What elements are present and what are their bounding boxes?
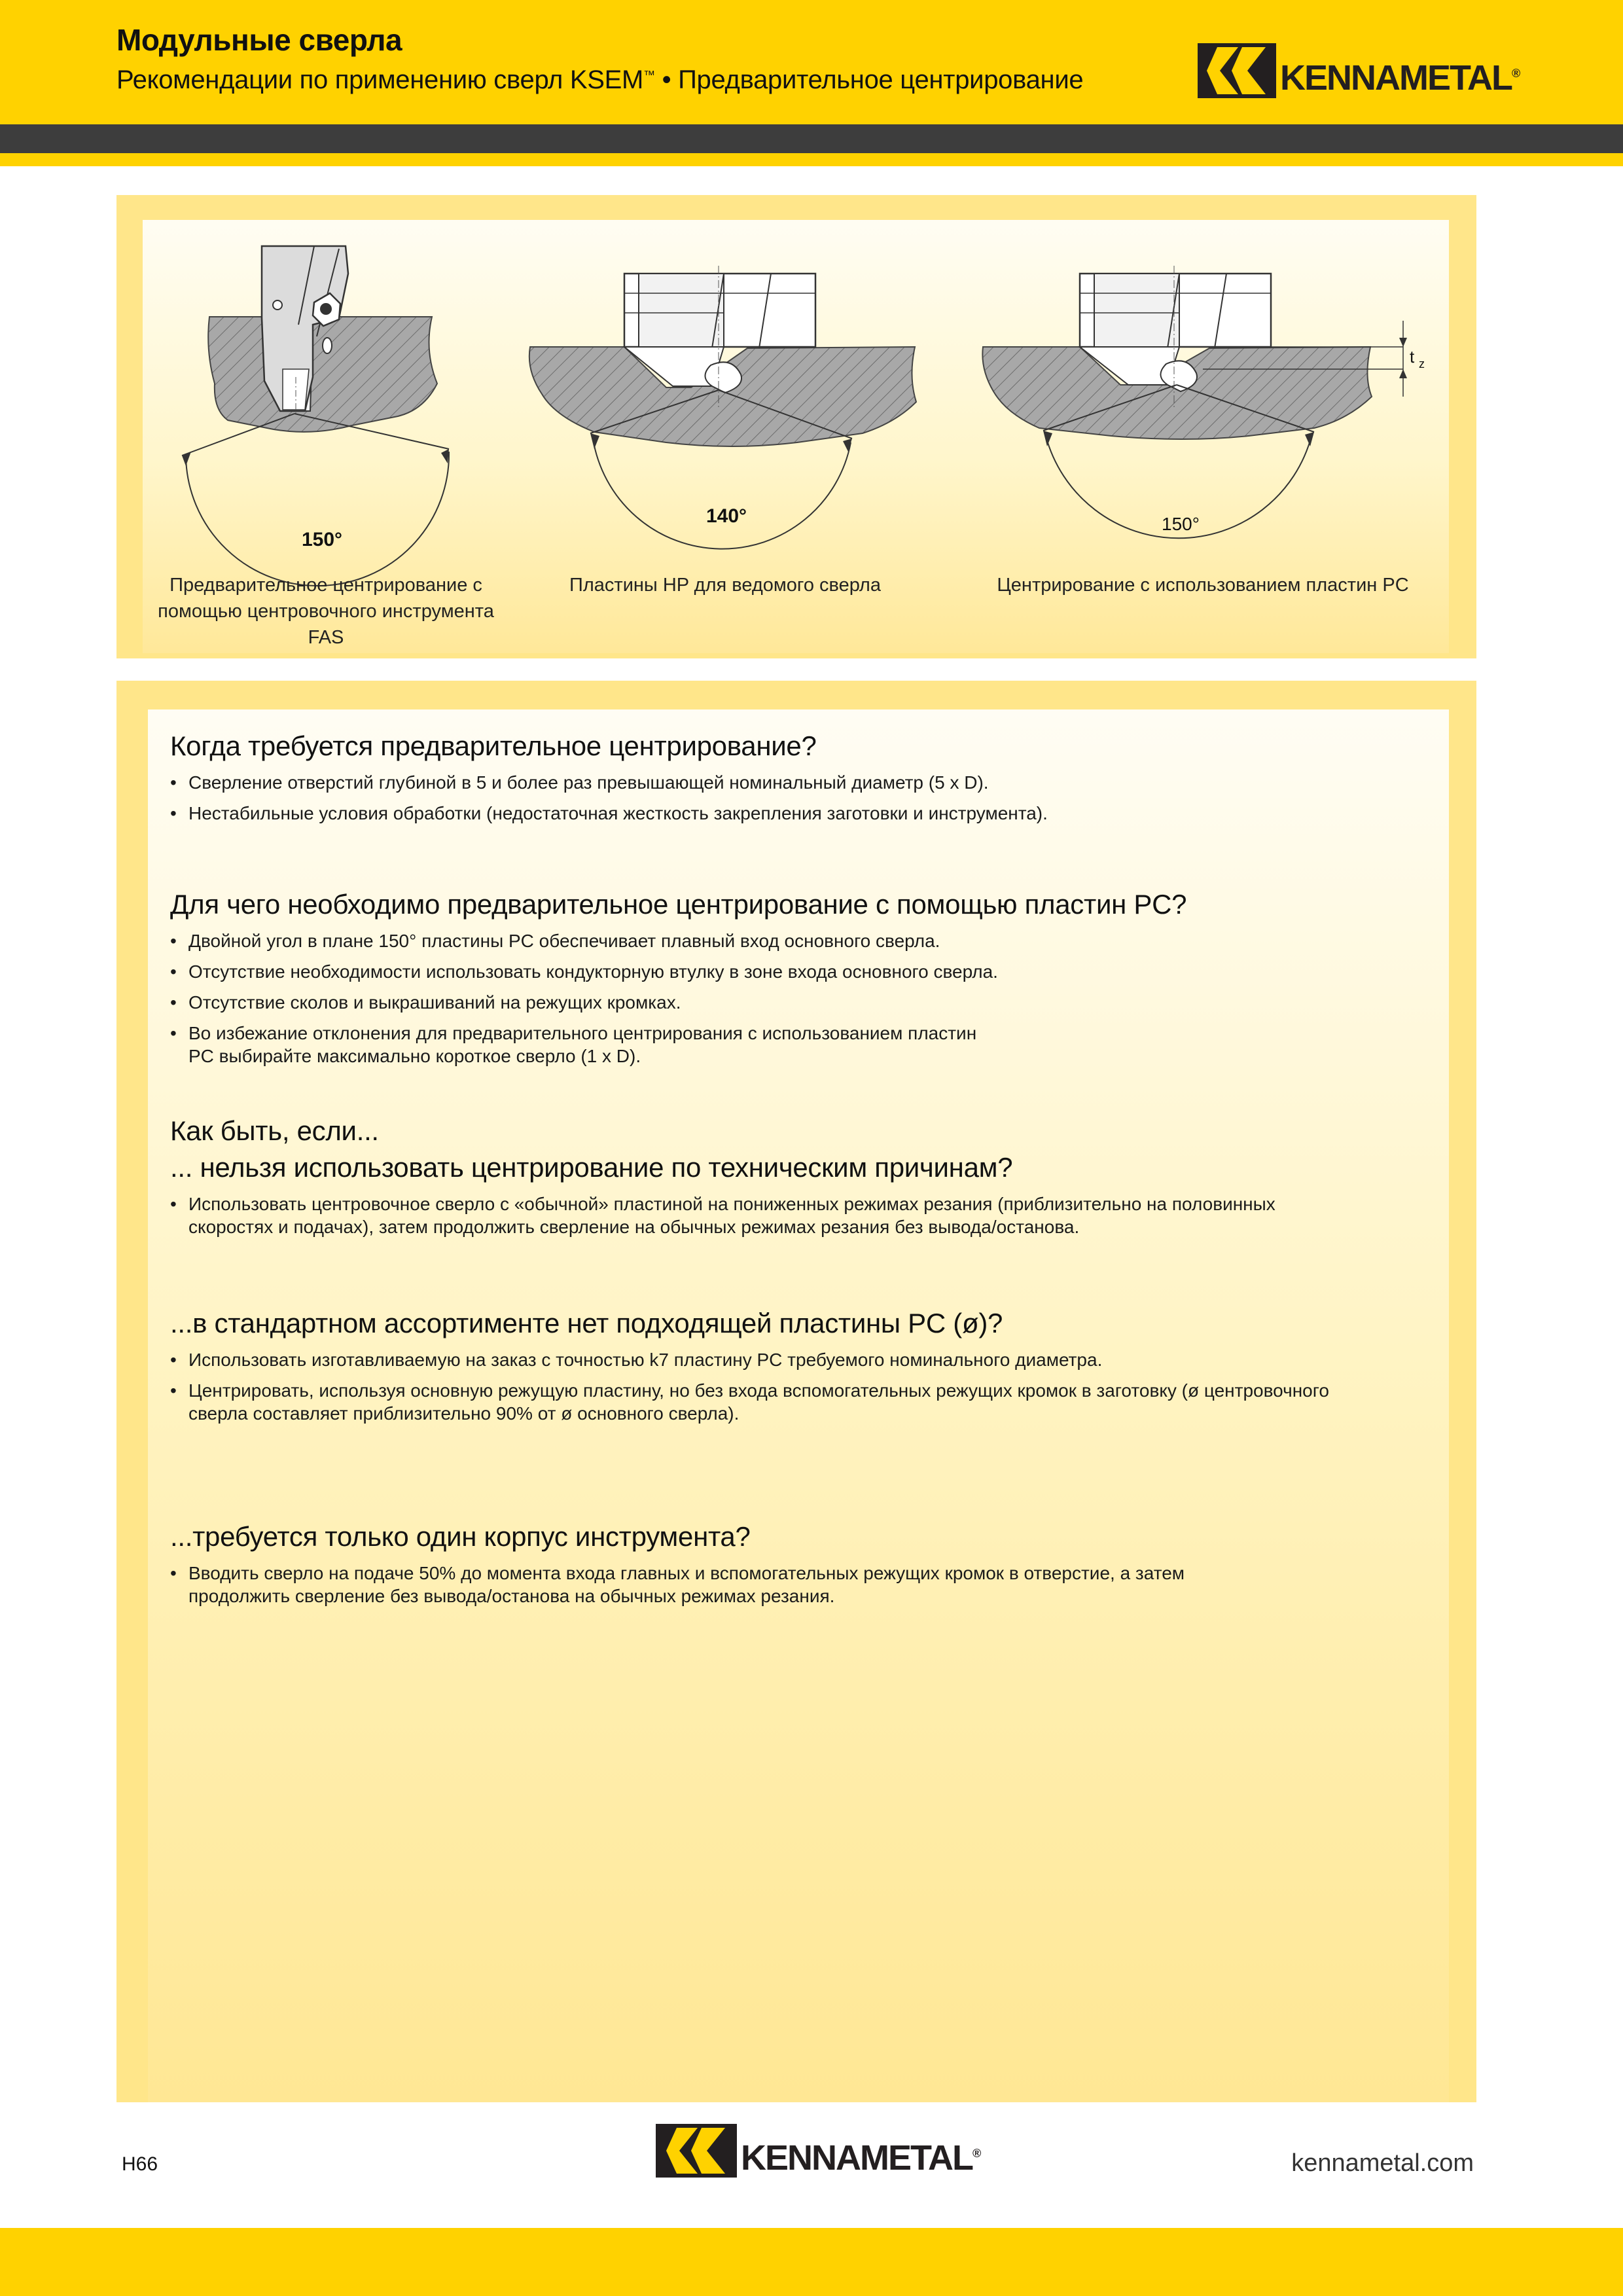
section-heading: Как быть, если... ... нельзя использовать центрирование по техническим причинам? <box>170 1115 1013 1183</box>
page-number: H66 <box>122 2153 158 2175</box>
header-gray-band <box>0 124 1623 153</box>
bullet-item: • Двойной угол в плане 150° пластины PC обеспечивает плавный вход основного сверла. <box>170 929 1414 952</box>
kennametal-k-icon <box>656 2124 737 2178</box>
section-heading: Когда требуется предварительное центрирование? <box>170 730 817 761</box>
bullet-item: • Использовать центровочное сверло с «обычной» пластиной на пониженных режимах резания (приблизительно на половинных скоростях и подачах), затем продолжить сверление на обычных режимах резания без вывода/останова. <box>170 1193 1414 1238</box>
footer-yellow-bar <box>0 2228 1623 2296</box>
bullet-item: • Использовать изготавливаемую на заказ с точностью k7 пластину PC требуемого номинального диаметра. <box>170 1348 1414 1371</box>
angle-label-3: 150° <box>1162 514 1200 534</box>
caption-fig-3: Центрирование с использованием пластин PC <box>997 575 1409 596</box>
registered-mark: ® <box>972 2147 980 2160</box>
page-title: Модульные сверла <box>116 23 402 57</box>
bullet-item: • Отсутствие необходимости использовать кондукторную втулку в зоне входа основного сверла. <box>170 960 1414 983</box>
tz-label: t <box>1410 347 1415 367</box>
figures-panel <box>116 195 1476 658</box>
section-what-if-technical <box>170 1113 1414 1246</box>
caption-fig-1: Предварительное центрирование с помощью центровочного инструмента FAS <box>158 575 494 648</box>
page-subtitle <box>116 65 1083 95</box>
section-single-body <box>170 1518 1414 1615</box>
section-heading: ...требуется только один корпус инструмента? <box>170 1521 751 1552</box>
bullet-item: • Центрировать, используя основную режущую пластину, но без входа вспомогательных режущих кромок в заготовку (ø центровочного сверла составляет приблизительно 90% от ø основного сверла). <box>170 1379 1414 1425</box>
kennametal-footer-logo <box>656 2123 980 2178</box>
page-header <box>0 0 1623 124</box>
text-panel <box>116 681 1476 2102</box>
section-no-pc-insert <box>170 1305 1414 1433</box>
header-yellow-stripe <box>0 153 1623 166</box>
figures-panel-inner <box>143 220 1449 653</box>
website-link[interactable]: kennametal.com <box>1291 2149 1474 2177</box>
subtitle-rest: • Предварительное центрирование <box>654 65 1084 94</box>
bullet-item: • Вводить сверло на подаче 50% до момента входа главных и вспомогательных режущих кромок в отверстие, а затем продолжить сверление без вывода/останова на обычных режимах резания. <box>170 1562 1414 1607</box>
angle-label-2: 140° <box>705 505 747 527</box>
section-when-required <box>170 728 1414 833</box>
figure-fas-centering <box>182 246 449 586</box>
figure-hp-inserts <box>529 266 916 549</box>
bullet-item: • Отсутствие сколов и выкрашиваний на режущих кромках. <box>170 991 1414 1014</box>
kennametal-logo <box>1198 43 1519 98</box>
subtitle-main: Рекомендации по применению сверл KSEM <box>116 65 644 94</box>
kennametal-k-icon <box>1198 43 1276 98</box>
text-panel-inner <box>148 709 1449 2102</box>
bullet-item: • Нестабильные условия обработки (недостаточная жесткость закрепления заготовки и инструмента). <box>170 802 1414 825</box>
section-heading: ...в стандартном ассортименте нет подходящей пластины PC (ø)? <box>170 1308 1003 1338</box>
trademark-mark: ™ <box>643 68 655 82</box>
registered-mark: ® <box>1511 67 1520 80</box>
caption-fig-2: Пластины HP для ведомого сверла <box>569 575 881 596</box>
bullet-item: • Во избежание отклонения для предварительного центрирования с использованием пластин PC выбирайте максимально короткое сверло (1 x D). <box>170 1022 1414 1067</box>
tz-subscript: z <box>1419 357 1425 370</box>
angle-label-1: 150° <box>301 529 343 550</box>
logo-text: KENNAMETAL <box>1280 58 1512 98</box>
bullet-item: • Сверление отверстий глубиной в 5 и более раз превышающей номинальный диаметр (5 x D). <box>170 771 1414 794</box>
figure-pc-centering <box>982 266 1425 538</box>
logo-text: KENNAMETAL <box>741 2138 972 2178</box>
section-why-pc <box>170 886 1414 1075</box>
section-heading: Для чего необходимо предварительное центрирование с помощью пластин PC? <box>170 889 1187 920</box>
